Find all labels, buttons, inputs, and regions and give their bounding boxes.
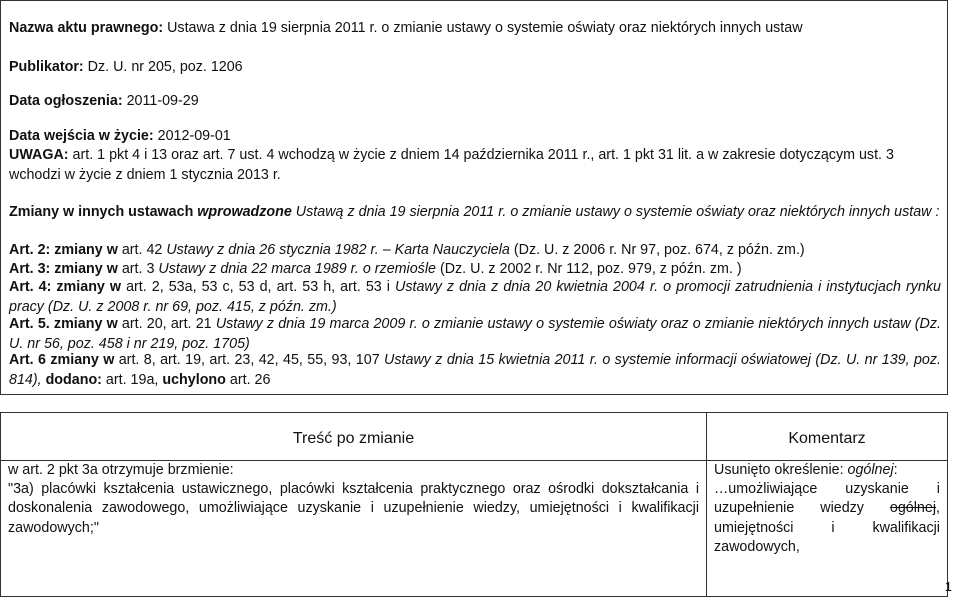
- content-intro: w art. 2 pkt 3a otrzymuje brzmienie:: [8, 462, 234, 478]
- note-value: art. 1 pkt 4 i 13 oraz art. 7 ust. 4 wchodzą w życie z dniem 14 października 2011 r., art. 1 pkt 31 lit. a w zakresie dotyczącym ust. 3 wchodzi w życie z dniem 1 stycznia 2013 r.: [9, 147, 894, 183]
- comment-body: [714, 480, 940, 557]
- column-header-comment: [706, 412, 948, 461]
- art6-row: [9, 350, 941, 390]
- changes-table: [0, 412, 948, 597]
- comment-line1: [714, 461, 940, 480]
- content-body: "3a) placówki kształcenia ustawicznego, placówki kształcenia praktycznego oraz ośrodki dokształcania i doskonalenia zawodowego, umożliwiające uzyskanie i uzupełnienie wiedzy, umiejętności i kwalifikacji zawodowych;": [8, 481, 699, 536]
- art6-law: Ustawy z dnia 15 kwietnia 2011 r. o systemie informacji oświatowej (Dz. U. nr 139, poz. 814),: [9, 352, 941, 388]
- art6-added-value: art. 19a,: [101, 372, 159, 388]
- art5-label: Art. 5. zmiany w: [9, 316, 118, 332]
- act-name-row: [9, 19, 803, 37]
- art3-publication: (Dz. U. z 2002 r. Nr 112, poz. 979, z późn. zm. ): [435, 261, 742, 277]
- amendments-heading: [9, 202, 941, 222]
- art6-label: Art. 6 zmiany w: [9, 352, 115, 368]
- amendments-heading-part2: wprowadzone: [197, 204, 292, 220]
- art6-added-label: dodano:: [41, 372, 102, 388]
- comment-cell: [706, 460, 948, 597]
- content-cell: [0, 460, 707, 597]
- art5-ref: art. 20, art. 21: [117, 316, 216, 332]
- page-number: 1: [944, 579, 952, 594]
- art6-repealed-value: art. 26: [225, 372, 271, 388]
- comment-struck-word: ogólnej: [889, 500, 937, 517]
- publisher-value: Dz. U. nr 205, poz. 1206: [87, 59, 243, 75]
- announcement-date-value: 2011-09-29: [126, 93, 199, 109]
- art6-ref: art. 8, art. 19, art. 23, 42, 45, 55, 93, 107: [114, 352, 385, 368]
- comment-body-start: …umożliwiające uzyskanie i uzupełnienie wiedzy: [714, 481, 940, 517]
- announcement-date-row: [9, 92, 199, 110]
- act-name-label: Nazwa aktu prawnego:: [9, 20, 164, 36]
- art6-repealed-label: uchylono: [158, 372, 226, 388]
- art2-law: Ustawy z dnia 26 stycznia 1982 r. – Karta Nauczyciela: [166, 242, 510, 258]
- column-header-content-label: Treść po zmianie: [292, 430, 415, 447]
- column-header-comment-label: Komentarz: [788, 430, 866, 447]
- publisher-row: [9, 58, 243, 76]
- comment-prefix: Usunięto określenie:: [714, 462, 848, 478]
- art4-row: [9, 277, 941, 317]
- announcement-date-label: Data ogłoszenia:: [9, 93, 123, 109]
- column-header-content: [0, 412, 707, 461]
- art5-law: Ustawy z dnia 19 marca 2009 r. o zmianie ustawy o systemie oświaty oraz o zmianie niektórych innych ustaw (Dz. U. nr 56, poz. 458 i nr 219, poz. 1705): [9, 316, 942, 352]
- art3-row: [9, 260, 742, 278]
- art4-law: Ustawy z dnia z dnia 20 kwietnia 2004 r. o promocji zatrudnienia i instytucjach rynku pracy (Dz. U. z 2008 r. nr 69, poz. 415, z późn. zm.): [9, 279, 941, 315]
- art2-row: [9, 241, 805, 259]
- comment-body-end: , umiejętności i kwalifikacji zawodowych,: [714, 500, 940, 555]
- art3-label: Art. 3: zmiany w: [9, 261, 118, 277]
- art4-label: Art. 4: zmiany w: [9, 279, 122, 295]
- act-name-value: Ustawa z dnia 19 sierpnia 2011 r. o zmianie ustawy o systemie oświaty oraz niektórych innych ustaw: [167, 20, 803, 36]
- effective-date-row: [9, 127, 231, 145]
- art2-publication: (Dz. U. z 2006 r. Nr 97, poz. 674, z późn. zm.): [509, 242, 805, 258]
- art2-label: Art. 2: zmiany w: [9, 242, 118, 258]
- art4-ref: art. 2, 53a, 53 c, 53 d, art. 53 h, art. 53 i: [121, 279, 395, 295]
- amendments-heading-part1: Zmiany w innych ustawach: [9, 204, 198, 220]
- comment-colon: :: [893, 462, 898, 478]
- art5-row: [9, 314, 941, 354]
- art3-ref: art. 3: [117, 261, 159, 277]
- effective-date-label: Data wejścia w życie:: [9, 128, 154, 144]
- publisher-label: Publikator:: [9, 59, 84, 75]
- note-label: UWAGA:: [9, 147, 69, 163]
- art3-law: Ustawy z dnia 22 marca 1989 r. o rzemiośle: [158, 261, 436, 277]
- art2-ref: art. 42: [117, 242, 167, 258]
- effective-date-value: 2012-09-01: [157, 128, 231, 144]
- note-row: [9, 145, 941, 185]
- comment-removed-word: ogólnej: [847, 462, 894, 478]
- amendments-heading-part3: Ustawą z dnia 19 sierpnia 2011 r. o zmianie ustawy o systemie oświaty oraz niektórych innych ustaw :: [291, 204, 940, 220]
